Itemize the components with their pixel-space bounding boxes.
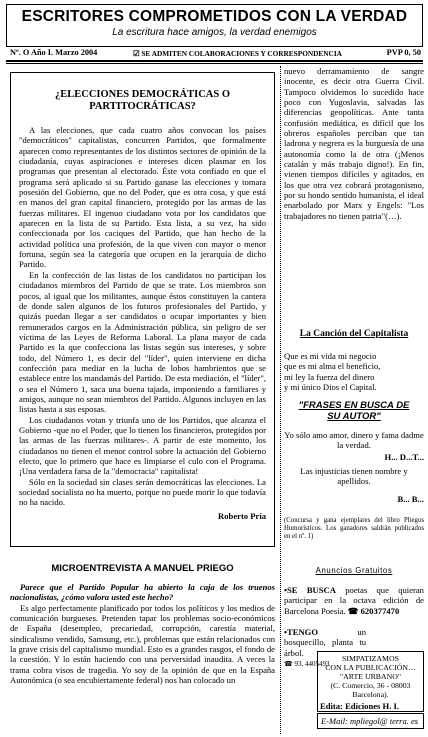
poem-title: La Canción del Capitalista: [299, 329, 409, 339]
publisher: Edita: Ediciones H. I.: [320, 701, 400, 711]
issue-number: Nº. O Año I. Marzo 2004: [10, 48, 98, 57]
frase-2: Las injusticias tienen nombre y apellidos.: [300, 466, 408, 487]
interview-title: MICROENTREVISTA A MANUEL PRIEGO: [51, 563, 234, 574]
sympathy-publication: CON LA PUBLICACIÓN… "ARTE URBANO": [325, 663, 416, 681]
interview-answer: Es algo perfectamente planificado por todos los políticos y los medios de comunicación burgueses. Pretenden tapar los problemas socio-económicos de España (desempleo, precariedad, corrupción, carestía material, sindicalismo vendido, Samsung, etc.), problemas que están relacionados con la grave crisis del capitalismo mundial. Esto es a grandes rasgos, el fondo de la cuestión. Y lo están haciendo con una perversidad inaudita. A veces la trama cobra visos de tragedia. Yo soy de la opinión de que en la España Autonómica (o sea encubiertamente federal) nos han colocado un: [10, 602, 275, 686]
article-paragraph: Sólo en la sociedad sin clases serán democráticas las elecciones. La sociedad socialista no ha muerto, porque no puede morir lo que todavía no ha nacido.: [19, 476, 266, 508]
sympathy-address: (C. Comercio, 36 - 08003 Barcelona).: [330, 681, 411, 699]
masthead: [6, 4, 423, 47]
column-divider: [280, 66, 281, 734]
article-paragraph: En la confección de las listas de los candidatos no participan los ciudadanos miembros del Partido de que se trate. Los miembros son pocos, al igual que los militantes, aunque éstos constituyen la cantera de donde salen algunos de los futuros profesionales del Partido, y quizás puedan llegar a ser candidatos o ocupar importantes y bien remunerados cargos en la Administración pública, sin peligro de ser víctima de las Leyes de Reforma Laboral. La plana mayor de cada Partido es la que confecciona las listas según sus intereses, y sobre todo, del Número 1, es decir del "líder", quien interviene en dicha confección para mediar en la lucha de lobos hambrientos que se establece entre los mandamás del Partido. De esta mediación, el "líder", o sea el Número 1, saca una buena tajada, imponiendo a familiares y amigos, aunque no sean miembros del Partido. Algunos incluyen en las listas hasta a sus esposas.: [19, 269, 266, 415]
ad-grove: •TENGO un bosquecillo, planta tu árbol. ☎ 93. 4405493: [284, 627, 366, 669]
newspaper-title: ESCRITORES COMPROMETIDOS CON LA VERDAD: [21, 8, 408, 25]
frases-title: "FRASES EN BUSCA DE SU AUTOR": [298, 400, 410, 422]
frase-2-signature: B... B...: [397, 494, 424, 504]
ads-title: Anuncios Gratuitos: [315, 566, 393, 575]
newspaper-subtitle: La escritura hace amigos, la verdad enemigos: [112, 27, 317, 38]
frase-1-signature: H... D...T...: [384, 452, 424, 462]
top-divider-thin: [6, 63, 423, 64]
article-paragraph: A las elecciones, que cada cuatro años convocan los países "democráticos" capitalistas, concurren Partidos, que formalmente aparecen como representantes de los distintos sectores de opinión de la ciudadanía, cuyas aspiraciones e intereses dicen plasmar en los programas que presentan al electorado. Éste vota confiado en que el programa será aplicado si su Partido ganase las elecciones y tomara posesión del Gobierno, que no del Poder, que es otra cosa, y que está en manos del gran capital financiero, protegido por las armas de las fuerzas militares. El ingenuo ciudadano vota por los candidatos que aparecen en la lista de su Partido. Esta lista, a su vez, ha sido confeccionada por los caciques del Partido, que han hecho de la actividad política una profesión, de la que viven con mayor o menor fortuna, según sea la categoría que ocupen en la jerarquía de dicho Partido.: [19, 125, 266, 270]
article-title: ¿ELECCIONES DEMOCRÁTICAS O PARTITOCRÁTICAS?: [54, 89, 231, 112]
price: PVP 0, 50: [386, 48, 421, 57]
poem-line: que es mi alma el beneficio,: [284, 361, 381, 372]
poem-line: mi ley la fuerza del dinero: [284, 371, 375, 382]
main-article: [10, 72, 275, 547]
sympathy-heading: SIMPATIZAMOS: [342, 654, 399, 663]
article-author: Roberto Pría: [218, 510, 266, 521]
article-paragraph: Los ciudadanos votan y triunfa uno de los Partidos, que alcanza el Gobierno -que no el Poder, que lo tienen los financieros, protegidos por las armas de las fuerzas militares-. A partir de este momento, los ciudadanos no tienen el menor control sobre la actuación del Gobierno electo, que lo primero que hace es limpiarse el culo con el Programa. ¡Una verdadera farsa de la "democracia" capitalista!: [19, 414, 266, 477]
top-divider: [6, 60, 423, 62]
interview-question: Parece que el Partido Popular ha abierto la caja de los truenos nacionalistas, ¿cómo valora usted este hecho?: [10, 582, 275, 603]
article-body: [19, 125, 266, 508]
sympathy-box: [317, 651, 424, 712]
ad-poets: •SE BUSCA poetas que quieran participar en la octava edición de Barcelona Poesía. ☎ 620377470: [284, 585, 424, 616]
interview-continuation: nuevo derramamiento de sangre inocente, es decir otra Guerra Civil. Tampoco olvidemos lo sucedido hace poco con Yugoslavia, salvadas las diferencias geopolíticas. Ante tanta confusión mediática, es difícil que los obreros españoles perciban que tan ladrona y negrera es la burguesía de una autonomía como la de otra (¡Menos catalán y más trabajo digno!). En fin, vienen tiempos difíciles y agitados, en los que otra vez cobrará protagonismo, por su hondo sentido humanista, el ideal enarbolado por Marx y Engels: "Los trabajadores no tienen patria"(…).: [284, 66, 424, 221]
poem: [284, 351, 424, 392]
interview-body: [10, 582, 275, 685]
contest-note: (Concursa y gana ejemplares del libro Pliegos Humorísticos. Los ganadores saldrán publicados en el nº. 1): [284, 517, 424, 541]
poem-line: y mi único Dios el Capital.: [284, 382, 377, 393]
frase-1: Yo sólo amo amor, dinero y fama dadme la verdad.: [284, 430, 424, 451]
submissions-notice: ☑ SE ADMITEN COLABORACIONES Y CORRESPONDENCIA: [133, 49, 342, 58]
poem-line: Que es mi vida mi negocio: [284, 351, 377, 361]
email-box[interactable]: E-Mail: mpliegol@ terra. es: [317, 713, 424, 729]
